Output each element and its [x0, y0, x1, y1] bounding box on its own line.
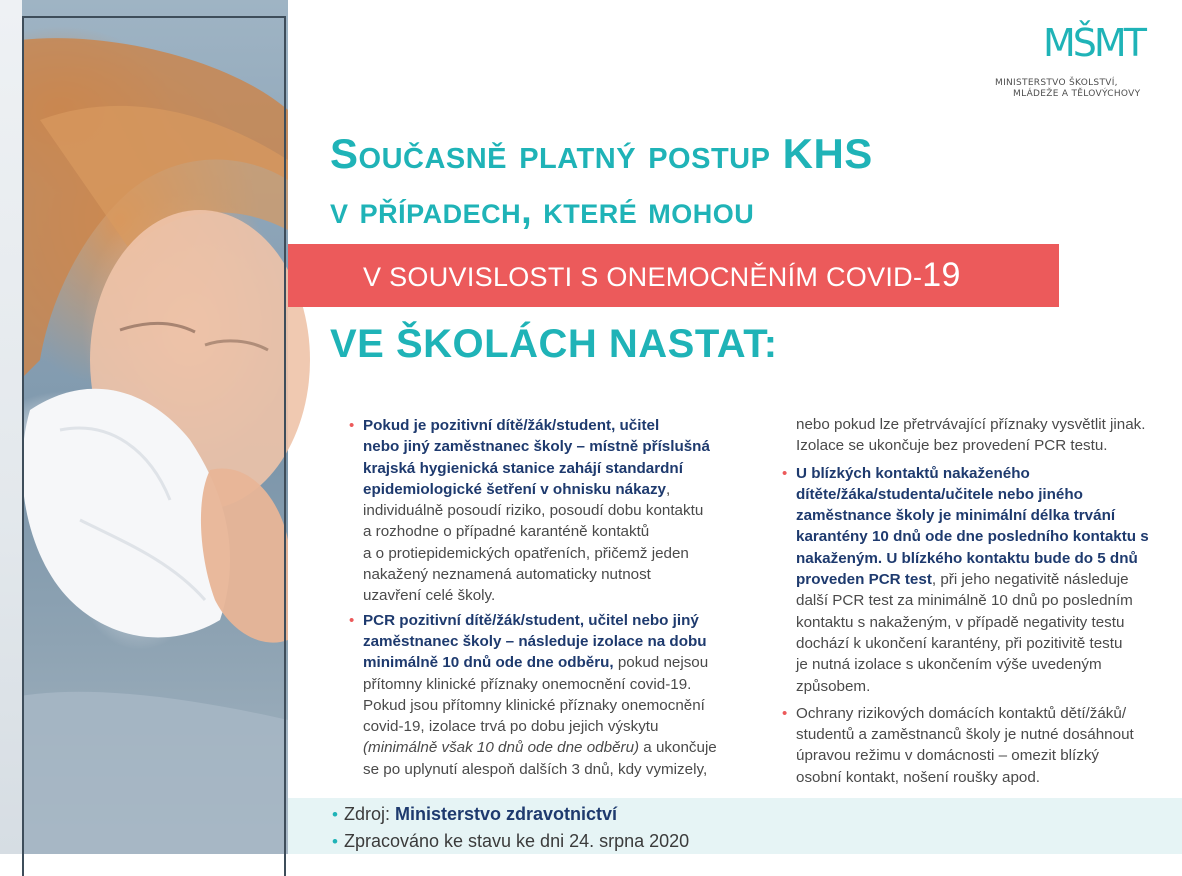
- band-text: [363, 256, 961, 295]
- photo-left-strip: [0, 0, 22, 854]
- column-right: [782, 414, 1178, 790]
- item2-line: přítomny klinické příznaky onemocnění covid-19.: [363, 675, 692, 693]
- msmt-logo-mark-icon: [1043, 16, 1144, 76]
- band-text-number: 19: [922, 256, 961, 294]
- item2-line: se po uplynutí alespoň dalších 3 dnů, kdy vymizely,: [363, 760, 708, 778]
- item3-line: karantény 10 dnů ode dne posledního kontaktu s: [796, 528, 1149, 546]
- item3-line: další PCR test za minimálně 10 dnů po posledním: [796, 592, 1133, 610]
- item4-line: osobní kontakt, nošení roušky apod.: [796, 768, 1041, 786]
- item1-line: epidemiologické šetření v ohnisku nákazy: [363, 480, 667, 498]
- item1-line: krajská hygienická stanice zahájí standardní: [363, 459, 683, 477]
- band-text-main: V SOUVISLOSTI S ONEMOCNĚNÍM COVID-: [363, 262, 923, 292]
- bullet-dot-icon: •: [332, 832, 338, 851]
- item3-line: dítěte/žáka/studenta/učitele nebo jiného: [796, 485, 1083, 503]
- item3-line-tail: , při jeho negativitě následuje: [931, 571, 1129, 589]
- title-line-2: v případech, které mohou: [330, 190, 755, 232]
- logo-mark-text: MŠMT: [1043, 21, 1144, 65]
- footer-source-value: Ministerstvo zdravotnictví: [394, 804, 618, 824]
- item3-line: způsobem.: [796, 677, 871, 695]
- item2-line-tail: pokud nejsou: [613, 654, 709, 672]
- item3-line: U blízkých kontaktů nakaženého: [796, 464, 1030, 482]
- title-line-4: VE ŠKOLÁCH NASTAT:: [330, 322, 778, 366]
- item2-line-tail: a ukončuje: [639, 739, 717, 757]
- footer-band: [288, 798, 1182, 854]
- photo-frame: [22, 16, 286, 876]
- item3-line: dochází k ukončení karantény, při pozitivitě testu: [796, 634, 1123, 652]
- item1-line: a o protiepidemických opatřeních, přičemž jeden: [363, 544, 689, 562]
- title-red-band: [288, 244, 1059, 307]
- item3-line: kontaktu s nakaženým, v případě negativity testu: [796, 613, 1125, 631]
- title-line-1: Současně platný postup KHS: [330, 130, 873, 177]
- item2-line: minimálně 10 dnů ode dne odběru,: [363, 654, 614, 672]
- footer-source: [332, 804, 617, 825]
- item4-line: úpravou režimu v domácnosti – omezit blízký: [796, 747, 1100, 765]
- list-item: [349, 610, 749, 780]
- item2-line: zaměstnanec školy – následuje izolace na dobu: [363, 632, 707, 650]
- column-left: [349, 415, 749, 782]
- item2-line-italic: (minimálně však 10 dnů ode dne odběru): [363, 739, 640, 757]
- bullet-dot-icon: •: [782, 704, 788, 722]
- item4-line: Ochrany rizikových domácích kontaktů dětí/žáků/: [796, 704, 1127, 722]
- item1-line-tail: ,: [666, 480, 671, 498]
- item3-line: zaměstnance školy je minimální délka trvání: [796, 507, 1116, 525]
- item1-line: a rozhodne o případné karanténě kontaktů: [363, 523, 650, 541]
- list-item: [782, 703, 1178, 788]
- item1-line: Pokud je pozitivní dítě/žák/student, učitel: [363, 417, 660, 434]
- footer-source-label: Zdroj:: [343, 804, 395, 824]
- footer-processed: [332, 831, 689, 852]
- footer-processed-text: Zpracováno ke stavu ke dni 24. srpna 2020: [343, 831, 690, 851]
- item2-line: Pokud jsou přítomny klinické příznaky onemocnění: [363, 696, 705, 714]
- msmt-logo: [995, 14, 1175, 98]
- item1-line: nebo jiný zaměstnanec školy – místně příslušná: [363, 438, 710, 456]
- bullet-dot-icon: •: [349, 611, 355, 629]
- bullet-dot-icon: •: [349, 417, 355, 434]
- item1-line: nakažený neznamená automaticky nutnost: [363, 566, 651, 584]
- cont-line: Izolace se ukončuje bez provedení PCR testu.: [796, 437, 1108, 455]
- item3-line: je nutná izolace s ukončením výše uvedeným: [796, 656, 1102, 674]
- logo-line-1: MINISTERSTVO ŠKOLSTVÍ,: [995, 78, 1118, 88]
- item3-line: proveden PCR test: [796, 571, 932, 589]
- list-item: [782, 463, 1178, 697]
- list-item-continuation: [782, 414, 1178, 457]
- item2-line: covid-19, izolace trvá po dobu jejich výskytu: [363, 718, 659, 736]
- cont-line: nebo pokud lze přetrvávající příznaky vysvětlit jinak.: [796, 416, 1146, 433]
- bullet-dot-icon: •: [332, 805, 338, 824]
- item3-line: nakaženým. U blízkého kontaktu bude do 5 dnů: [796, 549, 1138, 567]
- item1-line: uzavření celé školy.: [363, 587, 496, 605]
- item2-line: PCR pozitivní dítě/žák/student, učitel nebo jiný: [363, 611, 699, 629]
- logo-line-2: MLÁDEŽE A TĚLOVÝCHOVY: [1013, 89, 1141, 99]
- item1-line: individuálně posoudí riziko, posoudí dobu kontaktu: [363, 502, 704, 520]
- item4-line: studentů a zaměstnanců školy je nutné dosáhnout: [796, 726, 1134, 744]
- bullet-dot-icon: •: [782, 464, 788, 482]
- list-item: [349, 415, 749, 607]
